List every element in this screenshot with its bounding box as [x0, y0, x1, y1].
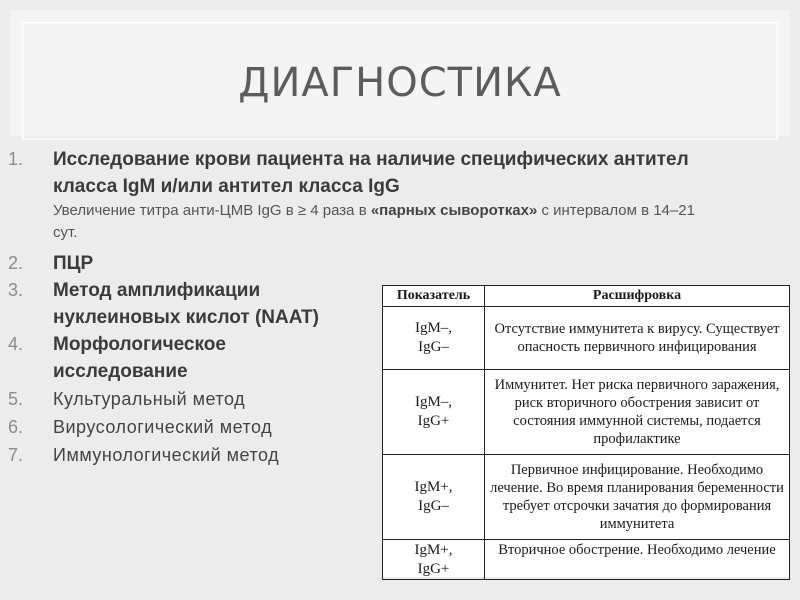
indicator-igg: IgG–	[418, 339, 449, 355]
indicator-igm: IgM–,	[414, 320, 453, 336]
list-number: 5.	[8, 389, 24, 409]
list-number: 2.	[8, 253, 24, 273]
list-item-text: Иммунологический метод	[53, 445, 280, 465]
slide-title: ДИАГНОСТИКА	[238, 60, 562, 106]
list-number: 7.	[8, 445, 24, 465]
list-item-text: Метод амплификации нуклеиновых кислот (NAAT)	[53, 280, 319, 328]
note-text-end: с интервалом в 14–21 сут.	[53, 202, 695, 241]
indicator-cell	[383, 370, 485, 455]
list-item	[8, 331, 333, 385]
indicator-cell	[383, 455, 485, 540]
indicator-igg: IgG+	[417, 413, 450, 429]
description-cell: Вторичное обострение. Необходимо лечение	[485, 540, 790, 580]
description-cell: Иммунитет. Нет риска первичного заражения, риск вторичного обострения зависит от состояния иммунной системы, подается профилактике	[485, 370, 790, 455]
list-item-text: Исследование крови пациента на наличие специфических антител класса IgM и/или антител класса IgG	[53, 149, 689, 197]
list-item-text: ПЦР	[53, 253, 94, 274]
list-item	[8, 250, 698, 277]
indicator-igg: IgG+	[417, 561, 450, 577]
list-number: 6.	[8, 417, 24, 437]
list-item-text: Вирусологический метод	[53, 417, 273, 437]
table-row	[383, 455, 790, 540]
list-number: 4.	[8, 334, 24, 354]
indicator-igm: IgM+,	[414, 542, 453, 558]
table-row	[383, 370, 790, 455]
table-row	[383, 307, 790, 370]
antibody-table	[382, 285, 790, 580]
list-number: 3.	[8, 280, 24, 300]
note-text: Увеличение титра анти-ЦМВ IgG в ≥ 4 раза в	[53, 202, 371, 219]
table-header-row	[383, 286, 790, 307]
list-item	[8, 146, 698, 244]
indicator-igm: IgM+,	[414, 479, 453, 495]
description-cell: Первичное инфицирование. Необходимо лечение. Во время планирования беременности требует отсрочки зачатия до формирования иммунитета	[485, 455, 790, 540]
title-frame	[22, 22, 778, 140]
antibody-table-image	[382, 285, 790, 577]
table-row	[383, 540, 790, 580]
indicator-cell	[383, 540, 485, 580]
list-item-note	[53, 200, 698, 244]
indicator-igm: IgM–,	[414, 394, 453, 410]
list-item-text: Культуральный метод	[53, 389, 246, 409]
table-header: Расшифровка	[485, 286, 790, 307]
list-item-text: Морфологическое исследование	[53, 334, 226, 382]
table-header: Показатель	[383, 286, 485, 307]
indicator-cell	[383, 307, 485, 370]
note-bold: «парных сыворотках»	[370, 202, 538, 219]
list-number: 1.	[8, 149, 24, 169]
description-cell: Отсутствие иммунитета к вирусу. Существует опасность первичного инфицирования	[485, 307, 790, 370]
indicator-igg: IgG–	[418, 498, 449, 514]
list-item	[8, 277, 383, 331]
